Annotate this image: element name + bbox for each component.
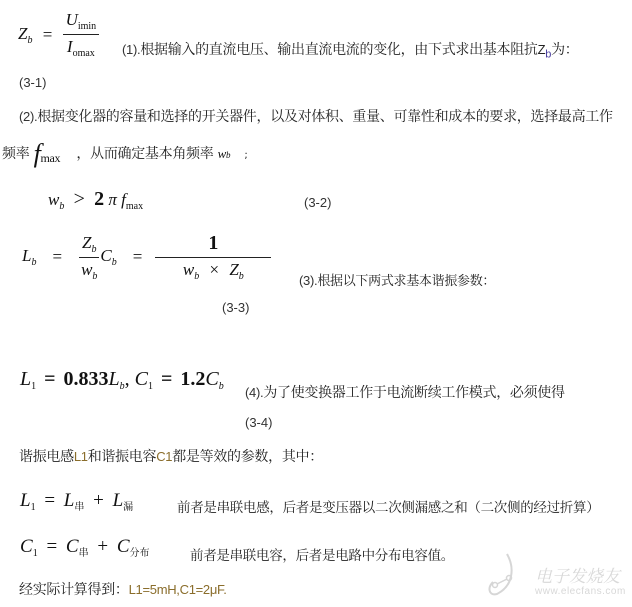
watermark-logo-icon [485,550,525,600]
watermark [485,550,630,605]
wb-symbol: wb [217,146,231,161]
step2-line2: 频率 fmax ，从而确定基本角频率 wb ; [2,139,248,168]
step3-text: (3).根据以下两式求基本谐振参数： [299,273,496,289]
step1-text: (1).根据输入的直流电压、输出直流电流的变化，由下式求出基本阻抗$Z_b$为： [122,42,579,61]
zb-inline: $Z_b$ [537,42,552,61]
fraction-1-over-wb-zb: $\frac{1}{w_b \times Z_b}$ [158,232,268,282]
equation-l1-sum: $L_1 = L_串 + L_漏$ [20,490,134,513]
equation-3-2: $w_b > 2$ π $f_{max}$ [48,188,144,212]
cb-symbol: $C_b$ [100,246,117,268]
equation-3-3: $L_b$ = $\frac{Z_b}{w_b}$ $C_b$ = $\frac{1}{w_b \times Z_b}$ [22,232,268,282]
step4-text: (4).为了使变换器工作于电流断续工作模式，必须使得 [245,385,565,401]
equation-3-1: $Z_b$ = $\frac{U_{imin}}{I_{omax}}$ [18,10,99,59]
l1-description: 前者是串联电感，后者是变压器以二次侧漏感之和（二次侧的经过折算） [177,500,600,516]
result-line: 经实际计算得到：L1=5mH,C1=2μF. [19,582,227,598]
zb-symbol: $Z_b$ [18,23,33,46]
equation-3-4: $L_1 = 0.833L_b$, $C_1 = 1.2C_b$ [20,368,224,392]
c1-description: 前者是串联电容，后者是电路中分布电容值。 [190,548,454,564]
label-3-4: (3-4) [245,415,273,430]
equiv-note: 谐振电感L1和谐振电容C1都是等效的参数，其中： [19,449,323,465]
label-3-2: (3-2) [304,195,332,210]
lb-symbol: $L_b$ [22,246,37,268]
step2-line1: (2).根据变化器的容量和选择的开关器件，以及对体积、重量、可靠性和成本的要求，选择最高工作 [19,109,613,125]
watermark-url: www.elecfans.com [535,586,626,597]
fraction-zb-over-wb: $\frac{Z_b}{w_b}$ [78,233,100,282]
equation-c1-sum: $C_1 = C_串 + C_{分布}$ [20,536,150,559]
fraction-u-over-i: $\frac{U_{imin}}{I_{omax}}$ [63,10,100,59]
fmax-symbol: fmax [33,139,61,168]
watermark-name: 电子发烧友 [535,567,620,587]
label-3-1: (3-1) [19,75,47,90]
label-3-3: (3-3) [222,300,250,315]
